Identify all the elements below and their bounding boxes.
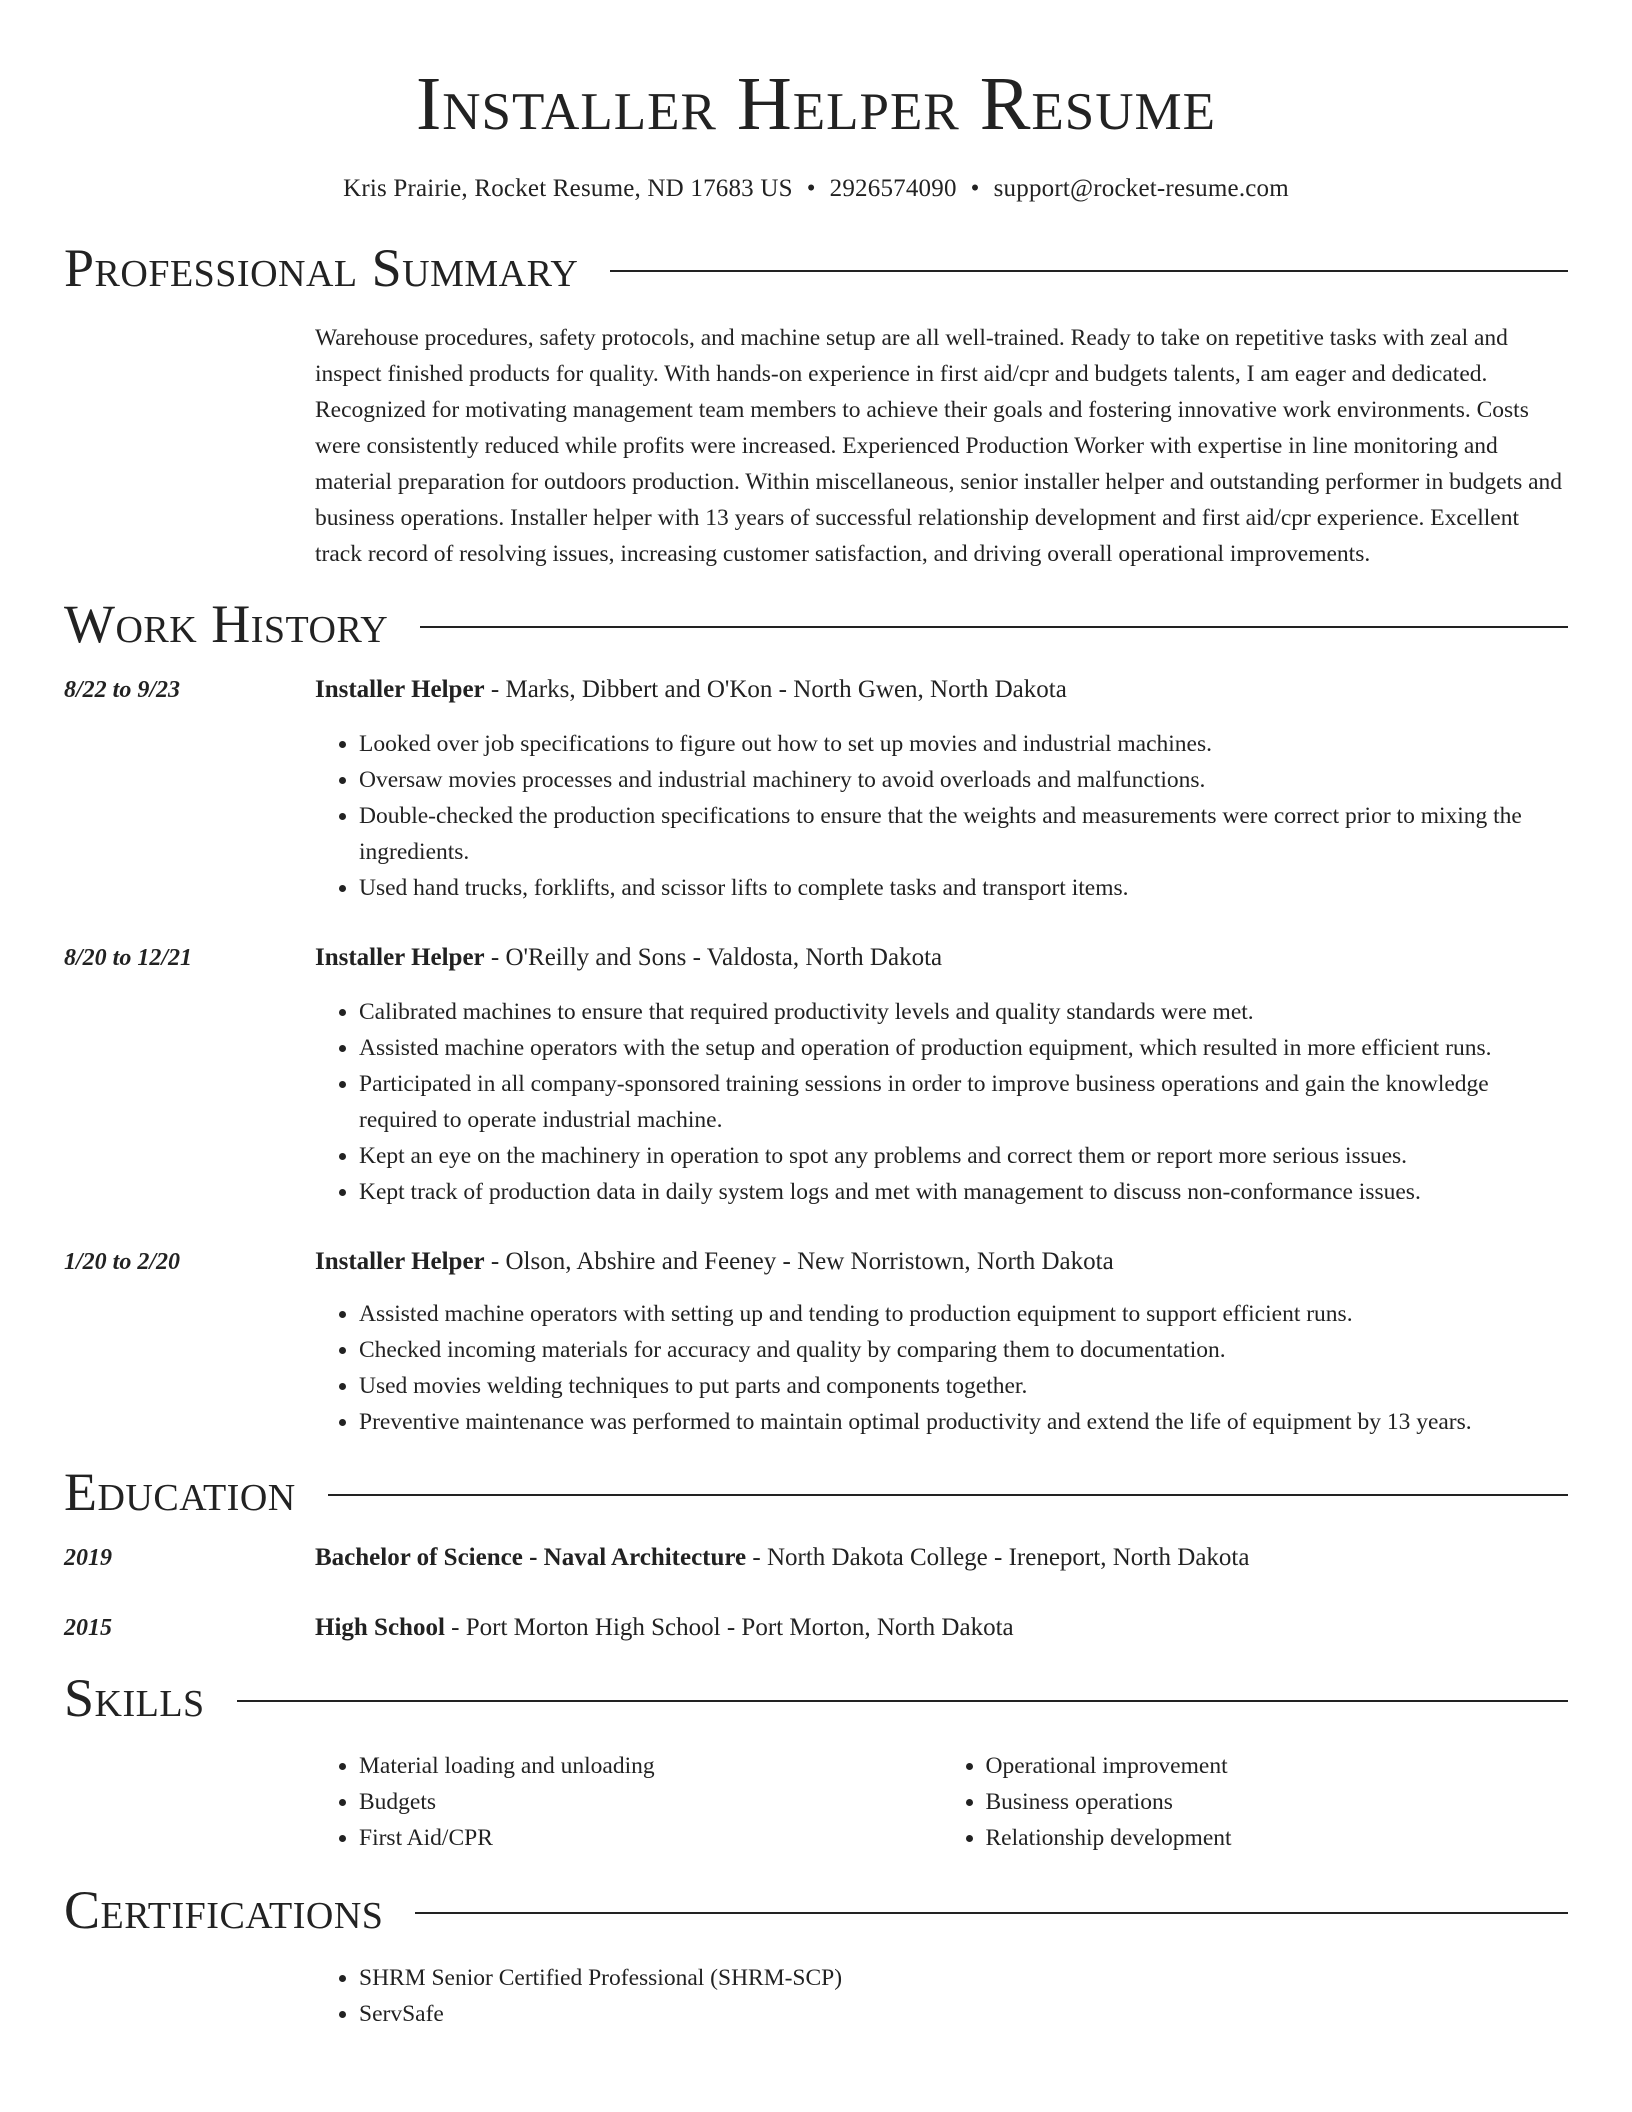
skills-heading: Skills	[64, 1668, 205, 1728]
education-year: 2015	[64, 1615, 112, 1641]
certification-item: • ServSafe	[359, 1996, 1568, 2032]
education-section-header	[64, 1460, 1568, 1524]
section-divider	[420, 626, 1568, 628]
job-content	[315, 940, 1568, 1210]
certification-item: • SHRM Senior Certified Professional (SHRM-SCP)	[359, 1960, 1568, 1996]
job-content	[315, 1244, 1568, 1440]
job-bullets	[315, 726, 1568, 906]
job-title: Installer Helper	[315, 944, 485, 971]
skill-item: • Relationship development	[986, 1820, 1569, 1856]
job-bullet: • Used hand trucks, forklifts, and scissor lifts to complete tasks and transport items.	[359, 870, 1568, 906]
job-employer: - O'Reilly and Sons - Valdosta, North Dakota	[484, 944, 943, 971]
job-bullet: • Oversaw movies processes and industrial machinery to avoid overloads and malfunctions.	[359, 762, 1568, 798]
skills-list	[315, 1748, 1568, 1856]
resume-title: Installer Helper Resume	[415, 62, 1217, 146]
contact-address: Kris Prairie, Rocket Resume, ND 17683 US	[343, 175, 793, 202]
skills-section-header	[64, 1666, 1568, 1730]
skill-item: • Business operations	[986, 1784, 1569, 1820]
certifications-list	[315, 1960, 1568, 2032]
education-entry	[64, 1540, 1568, 1576]
education-school: - North Dakota College - Ireneport, North Dakota	[746, 1544, 1250, 1571]
certifications-heading: Certifications	[64, 1880, 384, 1940]
work-heading: Work History	[64, 594, 389, 654]
education-degree: Bachelor of Science - Naval Architecture	[315, 1544, 747, 1571]
job-entry	[64, 672, 1568, 906]
education-headline	[315, 1540, 1568, 1576]
education-school: - Port Morton High School - Port Morton, North Dakota	[444, 1614, 1014, 1641]
job-bullet: • Assisted machine operators with the setup and operation of production equipment, which resulted in more efficient runs.	[359, 1030, 1568, 1066]
job-employer: - Marks, Dibbert and O'Kon - North Gwen, North Dakota	[484, 676, 1067, 703]
skills-column-left	[315, 1748, 942, 1856]
job-bullet: • Kept an eye on the machinery in operation to spot any problems and correct them or report more serious issues.	[359, 1138, 1568, 1174]
job-bullets	[315, 994, 1568, 1210]
section-divider	[415, 1912, 1568, 1914]
certifications-section-header	[64, 1878, 1568, 1942]
job-bullet: • Participated in all company-sponsored training sessions in order to improve business operations and gain the knowledge required to operate industrial machine.	[359, 1066, 1568, 1138]
skill-item: • Operational improvement	[986, 1748, 1569, 1784]
education-headline	[315, 1610, 1568, 1646]
job-employer: - Olson, Abshire and Feeney - New Norristown, North Dakota	[484, 1248, 1114, 1275]
job-dates: 8/22 to 9/23	[64, 677, 181, 703]
job-entry	[64, 1244, 1568, 1440]
job-dates: 8/20 to 12/21	[64, 945, 193, 971]
education-degree: High School	[315, 1614, 445, 1641]
certifications-list-wrap	[315, 1960, 1568, 2032]
section-divider	[328, 1494, 1568, 1496]
contact-phone: 2926574090	[829, 175, 957, 202]
section-divider	[237, 1700, 1568, 1702]
job-bullet: • Assisted machine operators with setting up and tending to production equipment to support efficient runs.	[359, 1296, 1568, 1332]
job-bullet: • Calibrated machines to ensure that required productivity levels and quality standards were met.	[359, 994, 1568, 1030]
job-headline	[315, 672, 1568, 708]
job-bullet: • Looked over job specifications to figure out how to set up movies and industrial machines.	[359, 726, 1568, 762]
skill-item: • First Aid/CPR	[359, 1820, 942, 1856]
job-bullet: • Double-checked the production specifications to ensure that the weights and measurements were correct prior to mixing the ingredients.	[359, 798, 1568, 870]
job-headline	[315, 940, 1568, 976]
job-entry	[64, 940, 1568, 1210]
contact-email: support@rocket-resume.com	[993, 175, 1289, 202]
skills-column-right	[942, 1748, 1569, 1856]
education-heading: Education	[64, 1462, 296, 1522]
job-title: Installer Helper	[315, 676, 485, 703]
education-entry	[64, 1610, 1568, 1646]
resume-page	[64, 0, 1568, 2112]
job-headline	[315, 1244, 1568, 1280]
summary-text: Warehouse procedures, safety protocols, and machine setup are all well-trained. Ready to take on repetitive tasks with zeal and inspect finished products for quality. With hands-on experience in first aid/cpr and budgets talents, I am eager and dedicated. Recognized for motivating management team members to achieve their goals and fostering innovative work environments. Costs were consistently reduced while profits were increased. Experienced Production Worker with expertise in line monitoring and material preparation for outdoors production. Within miscellaneous, senior installer helper and outstanding performer in budgets and business operations. Installer helper with 13 years of successful relationship development and first aid/cpr experience. Excellent track record of resolving issues, increasing customer satisfaction, and driving overall operational improvements.	[315, 325, 1563, 567]
education-year: 2019	[64, 1545, 112, 1571]
job-bullet: • Used movies welding techniques to put parts and components together.	[359, 1368, 1568, 1404]
job-bullets	[315, 1296, 1568, 1440]
summary-section-header	[64, 236, 1568, 300]
job-content	[315, 672, 1568, 906]
summary-heading: Professional Summary	[64, 238, 579, 298]
work-section-header	[64, 592, 1568, 656]
job-dates: 1/20 to 2/20	[64, 1249, 181, 1275]
contact-separator: •	[970, 175, 980, 202]
job-bullet: • Checked incoming materials for accuracy and quality by comparing them to documentation.	[359, 1332, 1568, 1368]
job-title: Installer Helper	[315, 1248, 485, 1275]
skill-item: • Budgets	[359, 1784, 942, 1820]
contact-line	[64, 172, 1568, 206]
section-divider	[610, 270, 1568, 272]
skill-item: • Material loading and unloading	[359, 1748, 942, 1784]
contact-separator: •	[806, 175, 816, 202]
job-bullet: • Preventive maintenance was performed to maintain optimal productivity and extend the life of equipment by 13 years.	[359, 1404, 1568, 1440]
job-bullet: • Kept track of production data in daily system logs and met with management to discuss non-conformance issues.	[359, 1174, 1568, 1210]
